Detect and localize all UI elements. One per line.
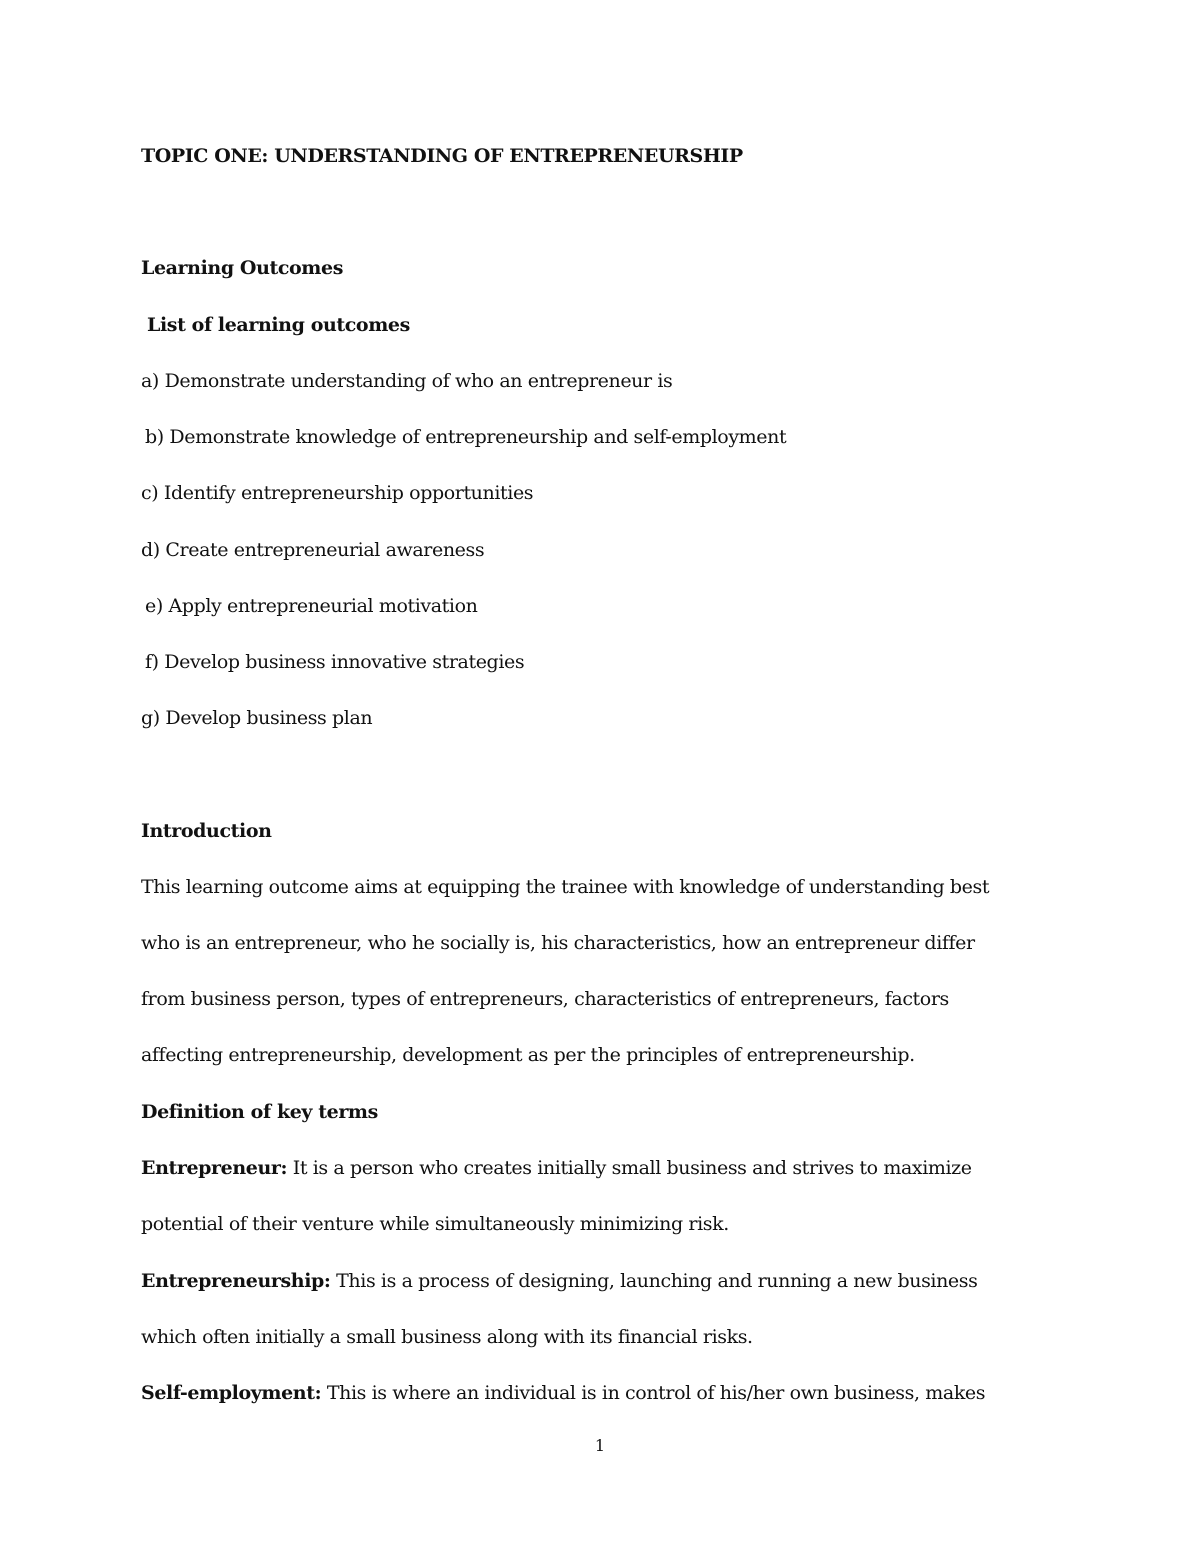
document-title: TOPIC ONE: UNDERSTANDING OF ENTREPRENEURSHIP bbox=[141, 145, 743, 167]
definition-continuation: potential of their venture while simultaneously minimizing risk. bbox=[141, 1213, 729, 1235]
definition-text: This is where an individual is in control of his/her own business, makes bbox=[321, 1382, 986, 1404]
outcome-item: f) Develop business innovative strategies bbox=[145, 651, 525, 673]
definitions-heading: Definition of key terms bbox=[141, 1101, 378, 1123]
introduction-line: from business person, types of entrepreneurs, characteristics of entrepreneurs, factors bbox=[141, 988, 949, 1010]
page-number: 1 bbox=[594, 1436, 606, 1455]
introduction-heading: Introduction bbox=[141, 820, 272, 842]
definition-term: Entrepreneur: bbox=[141, 1157, 288, 1179]
definition-entrepreneurship bbox=[141, 1269, 977, 1293]
definition-continuation: which often initially a small business along with its financial risks. bbox=[141, 1326, 753, 1348]
outcome-item: c) Identify entrepreneurship opportunities bbox=[141, 482, 534, 504]
definition-term: Self-employment: bbox=[141, 1382, 322, 1404]
introduction-line: who is an entrepreneur, who he socially is, his characteristics, how an entrepreneur differ bbox=[141, 932, 975, 954]
learning-outcomes-heading: Learning Outcomes bbox=[141, 257, 343, 279]
introduction-line: This learning outcome aims at equipping the trainee with knowledge of understanding best bbox=[141, 876, 990, 898]
list-heading: List of learning outcomes bbox=[147, 314, 410, 336]
definition-text: It is a person who creates initially small business and strives to maximize bbox=[287, 1157, 972, 1179]
outcome-item: g) Develop business plan bbox=[141, 707, 373, 729]
outcome-item: a) Demonstrate understanding of who an entrepreneur is bbox=[141, 370, 673, 392]
definition-term: Entrepreneurship: bbox=[141, 1270, 331, 1292]
definition-self-employment bbox=[141, 1381, 985, 1405]
introduction-line: affecting entrepreneurship, development as per the principles of entrepreneurship. bbox=[141, 1044, 915, 1066]
definition-text: This is a process of designing, launching and running a new business bbox=[330, 1270, 978, 1292]
outcome-item: d) Create entrepreneurial awareness bbox=[141, 539, 485, 561]
outcome-item: e) Apply entrepreneurial motivation bbox=[145, 595, 478, 617]
definition-entrepreneur bbox=[141, 1156, 972, 1180]
outcome-item: b) Demonstrate knowledge of entrepreneurship and self-employment bbox=[145, 426, 787, 448]
